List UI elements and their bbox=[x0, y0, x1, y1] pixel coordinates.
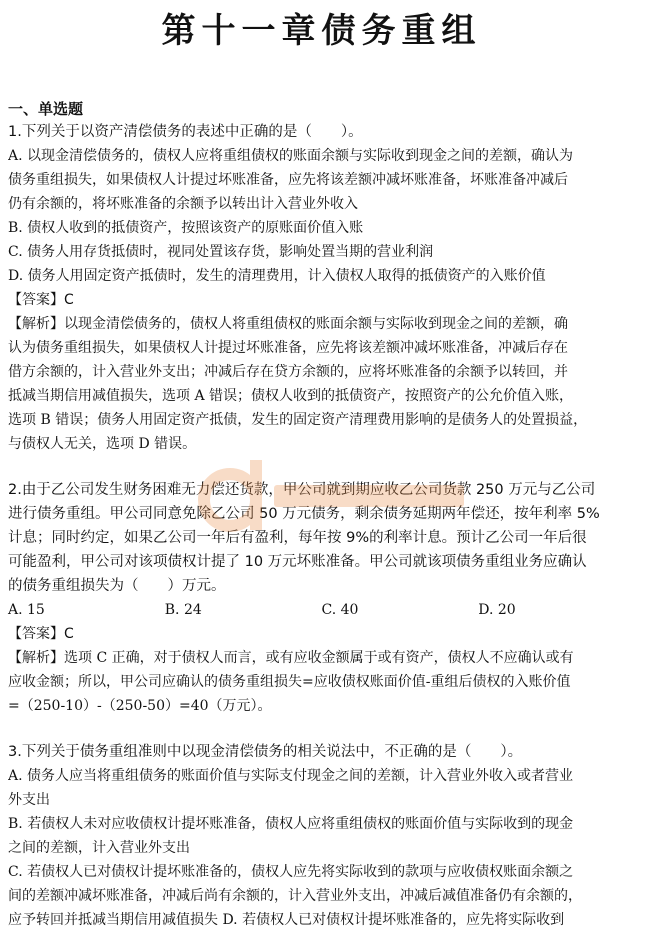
q2-stem-line-4: 可能盈利，甲公司对该项债权计提了 10 万元坏账准备。甲公司就该项债务重组业务应确认 bbox=[8, 554, 587, 570]
q1-option-a-line-2: 债务重组损失，如果债权人计提过坏账准备，应先将该差额冲减坏账准备，坏账准备冲减后 bbox=[8, 172, 568, 188]
q3-option-cd-line-3: 应予转回并抵减当期信用减值损失 D. 若债权人已对债权计提坏账准备的，应先将实际收到 bbox=[8, 912, 565, 928]
q2-option-d: D. 20 bbox=[478, 602, 516, 618]
q1-option-a-line-1: A. 以现金清偿债务的，债权人应将重组债权的账面余额与实际收到现金之间的差额，确认为 bbox=[8, 148, 574, 164]
q3-option-a-line-2: 外支出 bbox=[8, 792, 50, 808]
q3-option-b-line-1: B. 若债权人未对应收债权计提坏账准备，债权人应将重组债权的账面价值与实际收到的现金 bbox=[8, 816, 574, 832]
q1-analysis-line-1: 【解析】以现金清偿债务的，债权人将重组债权的账面余额与实际收到现金之间的差额，确 bbox=[8, 316, 568, 332]
question-1 bbox=[8, 120, 635, 456]
q1-option-c: C. 债务人用存货抵债时，视同处置该存货，影响处置当期的营业利润 bbox=[8, 244, 434, 260]
q1-analysis-line-4: 抵减当期信用减值损失，选项 A 错误；债权人收到的抵债资产，按照资产的公允价值入账， bbox=[8, 388, 574, 404]
spacer bbox=[8, 718, 635, 740]
q1-option-d: D. 债务人用固定资产抵债时，发生的清理费用，计入债权人取得的抵债资产的入账价值 bbox=[8, 268, 546, 284]
question-3 bbox=[8, 740, 635, 932]
spacer bbox=[8, 456, 635, 478]
q3-option-b-line-2: 之间的差额，计入营业外支出 bbox=[8, 840, 190, 856]
page-title: 第十一章债务重组 bbox=[161, 11, 482, 51]
question-1-stem: 1.下列关于以资产清偿债务的表述中正确的是（ ）。 bbox=[8, 124, 363, 140]
q1-analysis-line-3: 借方余额的，计入营业外支出；冲减后存在贷方余额的，应将坏账准备的余额予以转回，并 bbox=[8, 364, 568, 380]
q2-stem-line-1: 2.由于乙公司发生财务困难无力偿还货款，甲公司就到期应收乙公司货款 250 万元与乙公司 bbox=[8, 482, 596, 498]
q2-analysis-line-2: 应收金额；所以，甲公司应确认的债务重组损失=应收债权账面价值-重组后债权的入账价值 bbox=[8, 674, 571, 690]
q3-stem: 3.下列关于债务重组准则中以现金清偿债务的相关说法中，不正确的是（ ）。 bbox=[8, 744, 523, 760]
question-2 bbox=[8, 478, 635, 718]
q1-analysis-line-6: 与债权人无关，选项 D 错误。 bbox=[8, 436, 197, 452]
q2-options bbox=[8, 598, 635, 622]
q2-stem-line-5: 的债务重组损失为（ ）万元。 bbox=[8, 578, 226, 594]
q1-answer: 【答案】C bbox=[8, 292, 74, 308]
q2-option-c: C. 40 bbox=[321, 602, 359, 618]
q2-analysis-line-3: =（250-10）-（250-50）=40（万元）。 bbox=[8, 698, 272, 714]
q2-stem-line-3: 计息；同时约定，如果乙公司一年后有盈利，每年按 9%的利率计息。预计乙公司一年后很 bbox=[8, 530, 587, 546]
q2-option-a: A. 15 bbox=[8, 602, 45, 618]
q1-analysis-line-5: 选项 B 错误；债务人用固定资产抵债，发生的固定资产清理费用影响的是债务人的处置损益， bbox=[8, 412, 588, 428]
q3-option-cd-line-1: C. 若债权人已对债权计提坏账准备的，债权人应先将实际收到的款项与应收债权账面余额之 bbox=[8, 864, 574, 880]
q1-option-b: B. 债权人收到的抵债资产，按照该资产的原账面价值入账 bbox=[8, 220, 364, 236]
q2-option-b: B. 24 bbox=[164, 602, 202, 618]
q2-analysis-line-1: 【解析】选项 C 正确，对于债权人而言，或有应收金额属于或有资产，债权人不应确认或有 bbox=[8, 650, 574, 666]
q3-option-a-line-1: A. 债务人应当将重组债务的账面价值与实际支付现金之间的差额，计入营业外收入或者营业 bbox=[8, 768, 574, 784]
q3-option-cd-line-2: 间的差额冲减坏账准备，冲减后尚有余额的，计入营业外支出，冲减后减值准备仍有余额的， bbox=[8, 888, 582, 904]
q1-option-a-line-3: 仍有余额的，将坏账准备的余额予以转出计入营业外收入 bbox=[8, 196, 358, 212]
section-heading: 一、单选题 bbox=[8, 100, 84, 118]
q2-answer: 【答案】C bbox=[8, 626, 74, 642]
q2-stem-line-2: 进行债务重组。甲公司同意免除乙公司 50 万元债务，剩余债务延期两年偿还，按年利率 5% bbox=[8, 506, 600, 522]
q1-analysis-line-2: 认为债务重组损失，如果债权人计提过坏账准备，应先将该差额冲减坏账准备，冲减后存在 bbox=[8, 340, 568, 356]
